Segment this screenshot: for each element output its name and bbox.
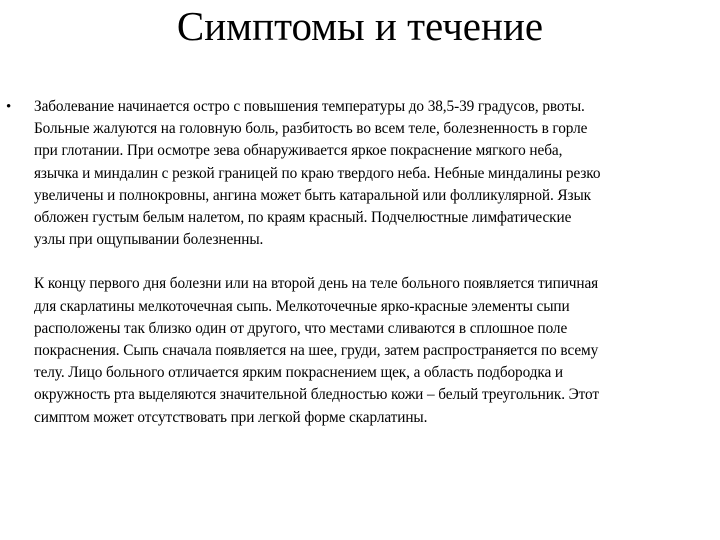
- paragraph-rash: [34, 273, 718, 428]
- text-line: Заболевание начинается остро с повышения температуры до 38,5-39 градусов, рвоты.: [34, 98, 585, 115]
- text-line: при глотании. При осмотре зева обнаруживается яркое покраснение мягкого неба,: [34, 142, 563, 160]
- text-line: обложен густым белым налетом, по краям красный. Подчелюстные лимфатические: [34, 209, 572, 227]
- text-line: симптом может отсутствовать при легкой форме скарлатины.: [34, 408, 428, 426]
- text-line: покраснения. Сыпь сначала появляется на шее, груди, затем распространяется по всему: [34, 342, 599, 360]
- text-line: узлы при ощупывании болезненны.: [34, 231, 264, 249]
- bullet-icon: •: [6, 99, 12, 115]
- paragraph-symptoms-onset: [34, 96, 718, 251]
- text-line: язычка и миндалин с резкой границей по краю твердого неба. Небные миндалины резко: [34, 164, 601, 182]
- text-line: расположены так близко один от другого, что местами сливаются в сплошное поле: [34, 319, 568, 337]
- text-line: Больные жалуются на головную боль, разбитость во всем теле, болезненность в горле: [34, 120, 588, 138]
- slide-body: [34, 96, 718, 429]
- text-line: для скарлатины мелкоточечная сыпь. Мелкоточечные ярко-красные элементы сыпи: [34, 297, 570, 315]
- text-line: окружность рта выделяются значительной бледностью кожи – белый треугольник. Этот: [34, 386, 599, 404]
- text-line: телу. Лицо больного отличается ярким покраснением щек, а область подбородка и: [34, 364, 563, 382]
- slide-title: Симптомы и течение: [176, 3, 544, 49]
- text-line: К концу первого дня болезни или на второй день на теле больного появляется типичная: [34, 275, 599, 293]
- text-line: увеличены и полнокровны, ангина может быть катаральной или фолликулярной. Язык: [34, 186, 591, 204]
